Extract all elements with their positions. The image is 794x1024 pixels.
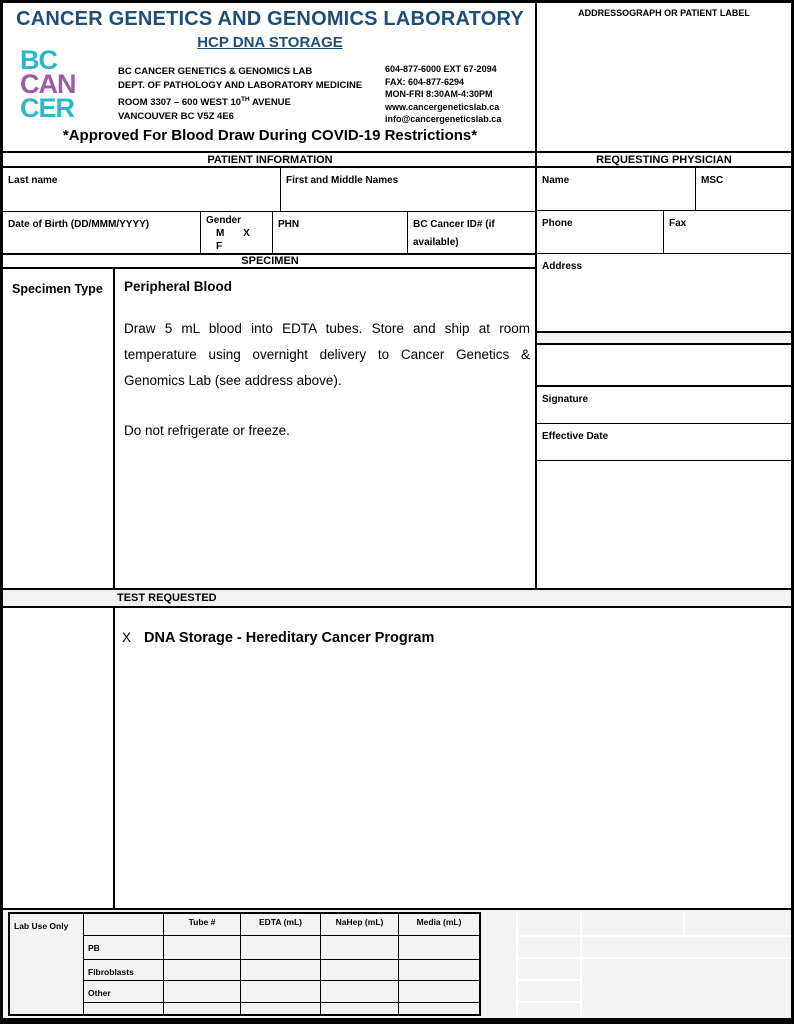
lab-cell-fibroblasts-nahep[interactable] [320, 959, 398, 980]
lab-cell-pb-tube[interactable] [163, 935, 240, 959]
lab-use-only-label: Lab Use Only [14, 921, 69, 931]
patient-information-header: PATIENT INFORMATION [3, 151, 537, 168]
test-requested-header: TEST REQUESTED [117, 592, 217, 604]
physician-bottom-blank-box [535, 460, 791, 588]
first-middle-names-label: First and Middle Names [286, 175, 399, 186]
lab-fax: FAX: 604-877-6294 [385, 76, 465, 87]
ghost-grid-line [516, 957, 791, 959]
bc-cancer-id-label: BC Cancer ID# (if available) [413, 219, 495, 248]
ghost-grid-line [683, 912, 685, 935]
lab-col-nahep-header: NaHep (mL) [320, 914, 398, 935]
last-name-label: Last name [8, 175, 58, 186]
specimen-type-label: Specimen Type [12, 282, 103, 296]
lab-cell-other-edta[interactable] [240, 980, 320, 1002]
lab-cell-other-tube[interactable] [163, 980, 240, 1002]
physician-fax-label: Fax [669, 218, 687, 229]
lab-address-line: BC CANCER GENETICS & GENOMICS LAB [118, 66, 313, 77]
covid-approval-note: *Approved For Blood Draw During COVID-19 Restrictions* [62, 127, 478, 144]
physician-name-label: Name [542, 175, 570, 186]
lab-cell-other-media[interactable] [398, 980, 479, 1002]
lab-row-other-label: Other [83, 980, 163, 1002]
gender-field[interactable] [200, 211, 272, 253]
gender-option-male: M X [216, 228, 250, 239]
lab-col-tube-header: Tube # [163, 914, 240, 935]
addressograph-label: ADDRESSOGRAPH OR PATIENT LABEL [578, 8, 750, 18]
logo-line-cer: CER [20, 93, 75, 123]
test-requested-header-band [3, 588, 791, 608]
lab-address-line: VANCOUVER BC V5Z 4E6 [118, 111, 234, 123]
lab-website: www.cancergeneticslab.ca [385, 101, 500, 112]
lab-cell-fibroblasts-tube[interactable] [163, 959, 240, 980]
test-name: DNA Storage - Hereditary Cancer Program [144, 630, 435, 646]
specimen-details [124, 279, 530, 444]
ghost-grid-line [516, 979, 580, 981]
lab-address-block [118, 65, 362, 124]
lab-use-only-cell [10, 914, 83, 1014]
specimen-instructions: Draw 5 mL blood into EDTA tubes. Store and ship at room temperature using overnight delivery to Cancer Genetics & Genomics Lab (see address above). [124, 321, 530, 388]
physician-msc-field[interactable] [695, 168, 791, 210]
physician-fax-field[interactable] [663, 210, 791, 253]
physician-gray-strip [535, 331, 791, 345]
bc-cancer-id-field[interactable] [407, 211, 537, 253]
lab-col-blank-header [83, 914, 163, 935]
lab-col-edta-header: EDTA (mL) [240, 914, 320, 935]
lab-cell-fibroblasts-media[interactable] [398, 959, 479, 980]
physician-msc-label: MSC [701, 175, 724, 186]
test-selection-row[interactable] [122, 630, 434, 646]
specimen-section [3, 269, 537, 588]
test-requested-section [3, 608, 791, 908]
phn-label: PHN [278, 219, 300, 230]
addressograph-box[interactable] [535, 3, 791, 151]
specimen-type-value: Peripheral Blood [124, 279, 233, 294]
logo-line-bc: BC [20, 45, 57, 75]
lab-cell-blank-tube[interactable] [163, 1002, 240, 1014]
test-selection-mark: X [122, 630, 132, 645]
first-middle-names-field[interactable] [280, 168, 537, 211]
physician-phone-label: Phone [542, 218, 573, 229]
lab-use-table [8, 912, 481, 1016]
lab-contact-block [385, 63, 501, 126]
lab-address-line: ROOM 3307 – 600 WEST 10TH AVENUE [118, 96, 291, 109]
ghost-grid-line [580, 912, 582, 1016]
physician-address-field[interactable] [535, 253, 791, 331]
phn-field[interactable] [272, 211, 407, 253]
lab-cell-fibroblasts-edta[interactable] [240, 959, 320, 980]
physician-phone-field[interactable] [535, 210, 663, 253]
requesting-physician-header: REQUESTING PHYSICIAN [535, 151, 791, 168]
lab-col-media-header: Media (mL) [398, 914, 479, 935]
lab-cell-blank-edta[interactable] [240, 1002, 320, 1014]
signature-field[interactable] [535, 385, 791, 423]
lab-cell-other-nahep[interactable] [320, 980, 398, 1002]
lab-row-pb-label: PB [83, 935, 163, 959]
lab-hours: MON-FRI 8:30AM-4:30PM [385, 89, 493, 100]
lab-row-fibroblasts-label: Fibroblasts [83, 959, 163, 980]
specimen-divider [113, 269, 115, 588]
specimen-header: SPECIMEN [3, 253, 537, 269]
gender-option-female: F [216, 241, 223, 252]
ghost-grid-line [516, 1001, 580, 1003]
last-name-field[interactable] [3, 168, 280, 211]
physician-name-field[interactable] [535, 168, 695, 210]
bc-cancer-logo [20, 45, 76, 123]
physician-blank-row[interactable] [535, 345, 791, 385]
form-title: CANCER GENETICS AND GENOMICS LABORATORY [16, 8, 524, 30]
lab-cell-pb-nahep[interactable] [320, 935, 398, 959]
lab-cell-blank-nahep[interactable] [320, 1002, 398, 1014]
lab-cell-blank-media[interactable] [398, 1002, 479, 1014]
test-requested-divider [113, 608, 115, 908]
lab-cell-pb-media[interactable] [398, 935, 479, 959]
effective-date-field[interactable] [535, 423, 791, 460]
lab-email: info@cancergeneticslab.ca [385, 114, 502, 125]
date-of-birth-field[interactable] [3, 211, 200, 253]
date-of-birth-label: Date of Birth (DD/MMM/YYYY) [8, 219, 150, 230]
form-subtitle: HCP DNA STORAGE [197, 34, 343, 51]
lab-address-line: DEPT. OF PATHOLOGY AND LABORATORY MEDICINE [118, 80, 363, 91]
gender-male-mark: X [243, 228, 250, 239]
specimen-warning: Do not refrigerate or freeze. [124, 423, 290, 438]
logo-line-can: CAN [20, 69, 76, 99]
gender-label: Gender [206, 215, 242, 226]
ghost-grid-line [516, 935, 791, 937]
lab-cell-pb-edta[interactable] [240, 935, 320, 959]
physician-address-label: Address [542, 261, 583, 272]
signature-label: Signature [542, 394, 589, 405]
effective-date-label: Effective Date [542, 431, 609, 442]
lab-phone: 604-877-6000 EXT 67-2094 [385, 64, 497, 74]
lab-row-blank-label [83, 1002, 163, 1014]
